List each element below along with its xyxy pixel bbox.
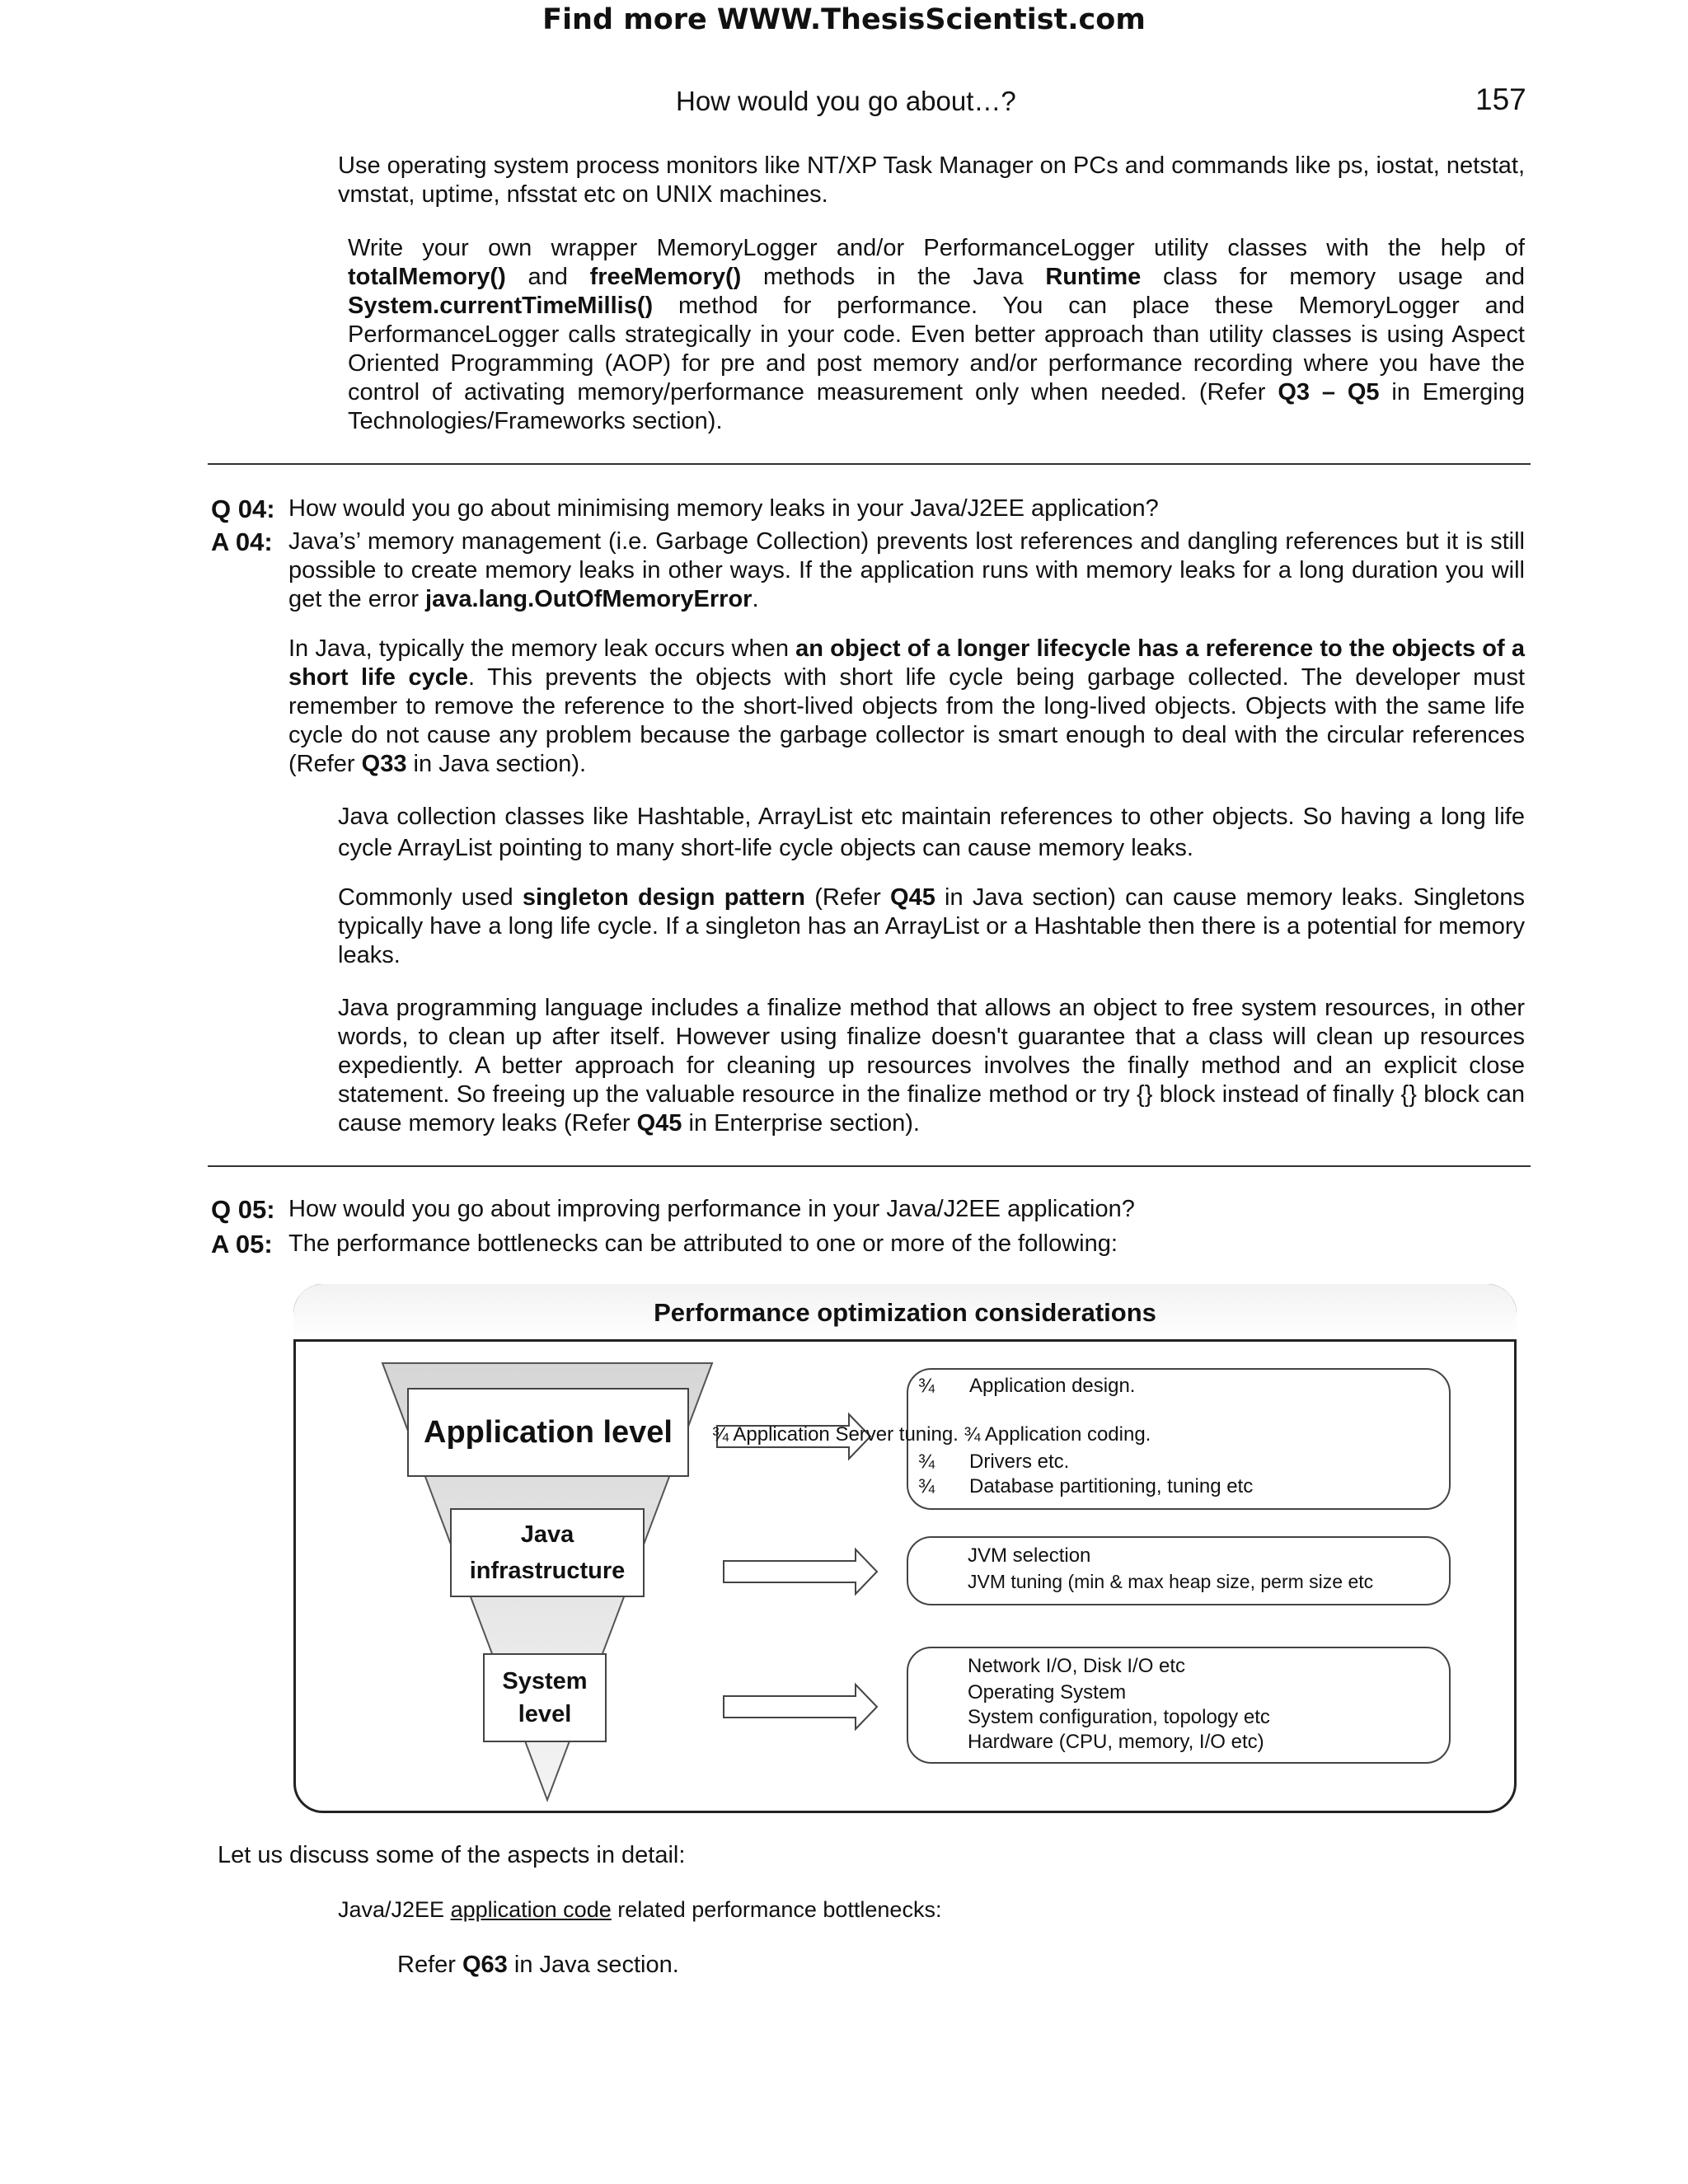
java-infrastructure-box: Java infrastructure	[450, 1508, 645, 1597]
page-number: 157	[1475, 82, 1526, 116]
arrow-java	[724, 1549, 877, 1594]
system-level-box: System level	[483, 1653, 607, 1742]
discuss-line: Let us discuss some of the aspects in detail:	[218, 1842, 686, 1868]
sys-item-network: Network I/O, Disk I/O etc	[968, 1655, 1186, 1677]
application-code-link: application code	[450, 1897, 612, 1922]
divider-2	[208, 1165, 1531, 1167]
a05-label: A 05:	[211, 1230, 273, 1258]
refer-line: Refer Q63 in Java section.	[397, 1952, 679, 1978]
app-item-database: ¾ Database partitioning, tuning etc	[918, 1475, 1254, 1497]
q04-answer: A 04: Java’s’ memory management (i.e. Garbage Collection) prevents lost references and dangling references but it is still possible to create memory leaks in other ways. If the application runs with memory leaks for a long duration you will get the error java.lang.OutOfMemoryError.	[211, 527, 1525, 612]
q04-label: Q 04:	[211, 494, 275, 523]
app-item-design: ¾ Application design.	[918, 1375, 1136, 1397]
running-header: How would you go about…?	[676, 86, 1016, 116]
performance-diagram	[293, 1284, 1517, 1816]
sys-item-configuration: System configuration, topology etc	[968, 1706, 1270, 1728]
site-banner: Find more WWW.ThesisScientist.com	[542, 3, 1146, 36]
q05-question: Q 05: How would you go about improving performance in your Java/J2EE application?	[211, 1195, 1135, 1224]
q04-paragraph-5: Java programming language includes a finalize method that allows an object to free system resources, in other words, to clean up after itself. However using finalize doesn't guarantee that a class will clean up resources expediently. A better approach for cleaning up resources involves the finally method and an explicit close statement. So freeing up the valuable resource in the finalize method or try {} block instead of finally {} block can cause memory leaks (Refer Q45 in Enterprise section).	[338, 995, 1525, 1137]
sys-item-os: Operating System	[968, 1681, 1127, 1704]
jvm-item-tuning: JVM tuning (min & max heap size, perm size etc	[968, 1571, 1374, 1592]
jvm-item-selection: JVM selection	[968, 1544, 1091, 1567]
q04-paragraph-2: In Java, typically the memory leak occurs when an object of a longer lifecycle has a reference to the objects of a short life cycle. This prevents the objects with short life cycle being garbage collected. The developer must remember to remove the reference to the short-lived objects from the long-lived objects. Objects with the same life cycle do not cause any problem because the garbage collector is smart enough to deal with the circular references (Refer Q33 in Java section).	[288, 635, 1525, 777]
intro-paragraph-2: Write your own wrapper MemoryLogger and/or PerformanceLogger utility classes with the help of totalMemory() and freeMemory() methods in the Java Runtime class for memory usage and System.currentTimeMillis() method for performance. You can place these MemoryLogger and PerformanceLogger calls strategically in your code. Even better approach than utility classes is using Aspect Oriented Programming (AOP) for pre and post memory and/or performance recording where you have the control of activating memory/performance measurement only when needed. (Refer Q3 – Q5 in Emerging Technologies/Frameworks section).	[348, 235, 1525, 434]
bottleneck-line: Java/J2EE application code related performance bottlenecks:	[338, 1897, 942, 1922]
q04-question: Q 04: How would you go about minimising memory leaks in your Java/J2EE application?	[211, 494, 1159, 523]
diagram-title: Performance optimization considerations	[293, 1284, 1517, 1342]
q05-label: Q 05:	[211, 1195, 275, 1224]
intro-paragraph-1: Use operating system process monitors like NT/XP Task Manager on PCs and commands like ps, iostat, netstat, vmstat, uptime, nfsstat etc on UNIX machines.	[338, 152, 1525, 208]
application-level-box: Application level	[407, 1388, 689, 1477]
app-item-server-coding: ¾ Application Server tuning. ¾ Application coding.	[712, 1423, 1151, 1446]
a04-label: A 04:	[211, 527, 273, 556]
arrow-system	[724, 1685, 877, 1729]
app-item-drivers: ¾ Drivers etc.	[918, 1451, 1070, 1473]
sys-item-hardware: Hardware (CPU, memory, I/O etc)	[968, 1731, 1264, 1753]
q04-paragraph-3: Java collection classes like Hashtable, ArrayList etc maintain references to other objects. So having a long life cycle ArrayList pointing to many short-life cycle objects can cause memory leaks.	[338, 804, 1525, 861]
q04-paragraph-4: Commonly used singleton design pattern (Refer Q45 in Java section) can cause memory leaks. Singletons typically have a long life cycle. If a singleton has an ArrayList or a Hashtable then there is a potential for memory leaks.	[338, 884, 1526, 968]
divider-1	[208, 463, 1531, 465]
q05-answer: A 05: The performance bottlenecks can be attributed to one or more of the following:	[211, 1230, 1118, 1258]
